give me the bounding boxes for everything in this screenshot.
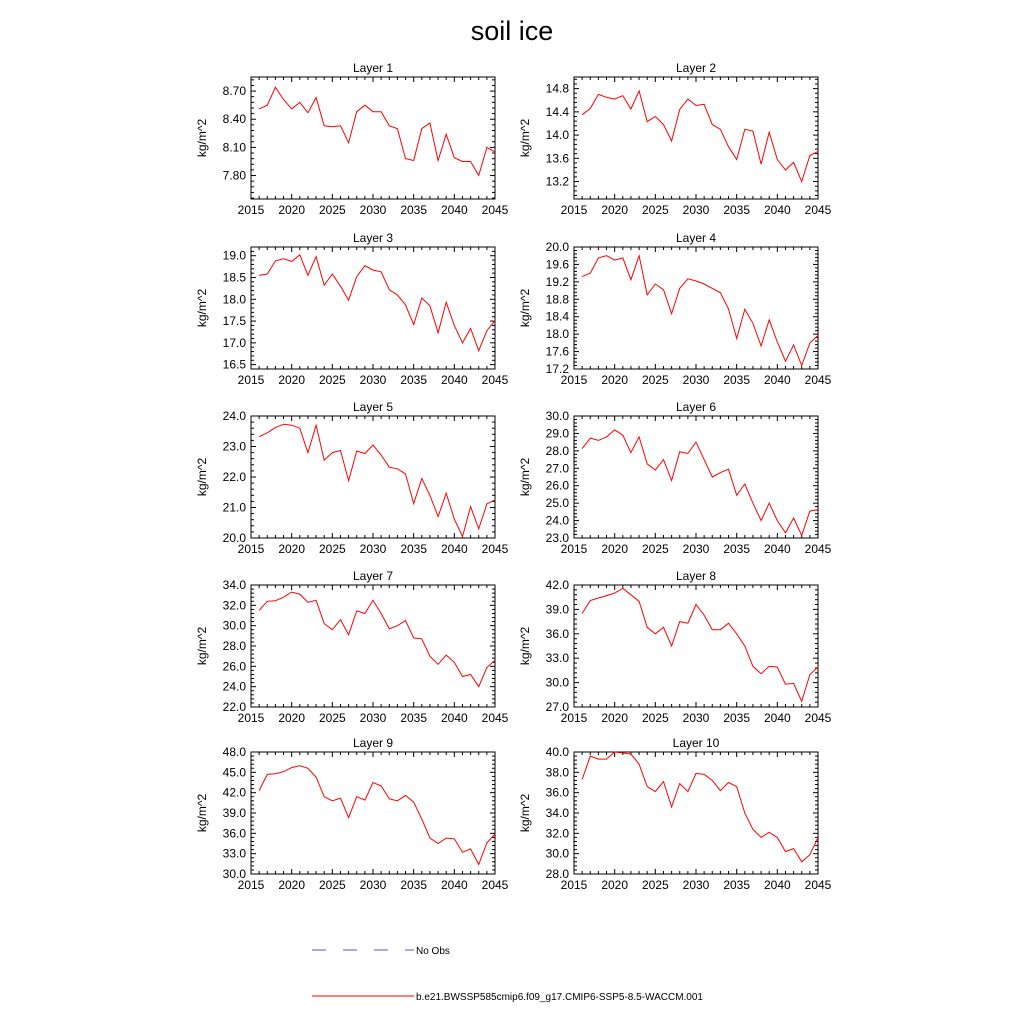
x-tick-label: 2040 [440, 878, 468, 892]
y-tick-label: 30.0 [545, 409, 569, 423]
x-tick-label: 2045 [481, 373, 509, 387]
x-tick-label: 2030 [359, 373, 387, 387]
legend-item-no-obs [312, 946, 450, 957]
x-tick-label: 2030 [359, 711, 387, 725]
y-axis-label: kg/m^2 [518, 626, 532, 666]
y-tick-label: 30.0 [545, 675, 569, 690]
x-tick-label: 2030 [682, 878, 710, 892]
x-tick-label: 2040 [763, 203, 791, 217]
y-tick-label: 26.0 [545, 478, 569, 493]
x-tick-label: 2015 [237, 373, 265, 387]
y-tick-label: 8.40 [222, 112, 246, 127]
x-tick-label: 2020 [278, 878, 306, 892]
panel-title: Layer 8 [675, 569, 717, 583]
panel-title: Layer 6 [675, 400, 717, 414]
y-tick-label: 38.0 [545, 765, 569, 780]
y-tick-label: 27.0 [545, 461, 569, 476]
y-tick-label: 18.0 [545, 327, 569, 342]
y-tick-label: 42.0 [545, 578, 569, 592]
y-tick-label: 17.5 [222, 314, 246, 329]
y-tick-label: 40.0 [545, 745, 569, 759]
x-tick-label: 2025 [641, 711, 669, 725]
y-tick-label: 13.2 [545, 174, 569, 189]
panel-title: Layer 7 [352, 569, 394, 583]
y-tick-label: 39.0 [222, 806, 246, 820]
y-tick-label: 36.0 [222, 826, 246, 841]
y-tick-label: 14.4 [545, 104, 569, 119]
x-tick-label: 2035 [723, 878, 751, 892]
x-tick-label: 2015 [560, 373, 588, 387]
x-tick-label: 2020 [278, 542, 306, 556]
x-tick-label: 2020 [601, 711, 629, 725]
x-tick-label: 2045 [804, 542, 832, 556]
y-tick-label: 48.0 [222, 745, 246, 759]
x-tick-label: 2045 [804, 203, 832, 217]
y-tick-label: 27.0 [545, 700, 569, 714]
y-tick-label: 7.80 [222, 168, 246, 183]
x-tick-label: 2035 [400, 711, 428, 725]
y-tick-label: 32.0 [545, 826, 569, 841]
y-tick-label: 42.0 [222, 785, 246, 800]
x-tick-label: 2025 [318, 203, 346, 217]
chart-title: soil ice [470, 16, 554, 46]
legend-label: No Obs [416, 946, 450, 957]
panel-title: Layer 10 [672, 736, 720, 750]
y-tick-label: 17.6 [545, 344, 569, 359]
panel-title: Layer 2 [675, 61, 717, 75]
y-axis-label: kg/m^2 [518, 793, 532, 833]
y-tick-label: 19.2 [545, 274, 569, 289]
y-tick-label: 18.5 [222, 270, 246, 285]
x-tick-label: 2015 [237, 542, 265, 556]
y-tick-label: 13.6 [545, 151, 569, 166]
x-tick-label: 2035 [723, 711, 751, 725]
x-tick-label: 2020 [601, 542, 629, 556]
x-tick-label: 2040 [440, 542, 468, 556]
x-tick-label: 2045 [481, 203, 509, 217]
x-tick-label: 2045 [481, 711, 509, 725]
x-tick-label: 2040 [440, 203, 468, 217]
x-tick-label: 2045 [804, 373, 832, 387]
y-tick-label: 30.0 [545, 846, 569, 861]
y-tick-label: 20.0 [545, 240, 569, 254]
y-tick-label: 23.0 [222, 439, 246, 454]
y-tick-label: 28.0 [545, 867, 569, 881]
x-tick-label: 2045 [481, 542, 509, 556]
y-tick-label: 18.4 [545, 309, 569, 324]
x-tick-label: 2035 [723, 542, 751, 556]
y-tick-label: 22.0 [222, 700, 246, 714]
x-tick-label: 2020 [601, 878, 629, 892]
x-tick-label: 2035 [400, 203, 428, 217]
y-tick-label: 14.8 [545, 81, 569, 96]
panel-title: Layer 9 [352, 736, 394, 750]
x-tick-label: 2045 [481, 878, 509, 892]
y-tick-label: 34.0 [545, 806, 569, 820]
y-tick-label: 36.0 [545, 785, 569, 800]
y-tick-label: 24.0 [222, 409, 246, 423]
x-tick-label: 2025 [641, 878, 669, 892]
x-tick-label: 2030 [359, 203, 387, 217]
y-tick-label: 28.0 [222, 639, 246, 653]
x-tick-label: 2040 [763, 878, 791, 892]
y-tick-label: 34.0 [222, 578, 246, 592]
x-tick-label: 2030 [359, 878, 387, 892]
y-tick-label: 18.8 [545, 292, 569, 307]
panel-title: Layer 3 [352, 231, 394, 245]
y-tick-label: 22.0 [222, 470, 246, 484]
x-tick-label: 2015 [237, 878, 265, 892]
x-tick-label: 2025 [318, 878, 346, 892]
y-tick-label: 32.0 [222, 598, 246, 613]
y-axis-label: kg/m^2 [518, 457, 532, 497]
x-tick-label: 2020 [601, 203, 629, 217]
x-tick-label: 2015 [560, 878, 588, 892]
y-tick-label: 19.0 [222, 248, 246, 263]
y-axis-label: kg/m^2 [195, 288, 209, 328]
x-tick-label: 2015 [560, 542, 588, 556]
panel-title: Layer 5 [352, 400, 394, 414]
y-axis-label: kg/m^2 [195, 793, 209, 833]
y-tick-label: 8.10 [222, 140, 246, 155]
y-axis-label: kg/m^2 [195, 626, 209, 666]
y-tick-label: 19.6 [545, 257, 569, 272]
y-tick-label: 28.0 [545, 443, 569, 458]
x-tick-label: 2045 [804, 878, 832, 892]
y-tick-label: 33.0 [545, 651, 569, 666]
x-tick-label: 2040 [763, 373, 791, 387]
y-tick-label: 29.0 [545, 426, 569, 441]
x-tick-label: 2035 [400, 878, 428, 892]
x-tick-label: 2015 [237, 203, 265, 217]
y-axis-label: kg/m^2 [518, 288, 532, 328]
x-tick-label: 2025 [318, 373, 346, 387]
x-tick-label: 2040 [763, 711, 791, 725]
y-tick-label: 33.0 [222, 846, 246, 861]
x-tick-label: 2020 [601, 373, 629, 387]
y-tick-label: 20.0 [222, 531, 246, 545]
y-tick-label: 39.0 [545, 602, 569, 617]
y-tick-label: 21.0 [222, 500, 246, 515]
x-tick-label: 2030 [682, 373, 710, 387]
x-tick-label: 2040 [440, 711, 468, 725]
x-tick-label: 2015 [237, 711, 265, 725]
x-tick-label: 2045 [804, 711, 832, 725]
y-tick-label: 25.0 [545, 496, 569, 511]
x-tick-label: 2040 [440, 373, 468, 387]
y-tick-label: 30.0 [222, 618, 246, 633]
panel-title: Layer 1 [352, 61, 394, 75]
x-tick-label: 2030 [682, 711, 710, 725]
x-tick-label: 2035 [400, 373, 428, 387]
x-tick-label: 2025 [641, 542, 669, 556]
y-tick-label: 18.0 [222, 292, 246, 307]
y-tick-label: 24.0 [545, 513, 569, 528]
x-tick-label: 2035 [723, 203, 751, 217]
x-tick-label: 2025 [318, 542, 346, 556]
x-tick-label: 2035 [723, 373, 751, 387]
y-tick-label: 23.0 [545, 531, 569, 545]
x-tick-label: 2020 [278, 373, 306, 387]
x-tick-label: 2025 [318, 711, 346, 725]
x-tick-label: 2030 [682, 203, 710, 217]
panel-title: Layer 4 [675, 231, 717, 245]
y-axis-label: kg/m^2 [518, 118, 532, 158]
x-tick-label: 2015 [560, 203, 588, 217]
x-tick-label: 2015 [560, 711, 588, 725]
x-tick-label: 2020 [278, 711, 306, 725]
y-tick-label: 17.0 [222, 335, 246, 350]
y-tick-label: 36.0 [545, 626, 569, 641]
x-tick-label: 2040 [763, 542, 791, 556]
x-tick-label: 2030 [682, 542, 710, 556]
y-tick-label: 30.0 [222, 867, 246, 881]
y-tick-label: 26.0 [222, 659, 246, 674]
y-axis-label: kg/m^2 [195, 457, 209, 497]
y-tick-label: 24.0 [222, 679, 246, 694]
x-tick-label: 2025 [641, 203, 669, 217]
y-tick-label: 17.2 [545, 362, 569, 376]
y-tick-label: 8.70 [222, 84, 246, 99]
x-tick-label: 2025 [641, 373, 669, 387]
y-tick-label: 14.0 [545, 128, 569, 143]
y-tick-label: 45.0 [222, 765, 246, 780]
x-tick-label: 2035 [400, 542, 428, 556]
legend-item-case [312, 992, 703, 1003]
y-tick-label: 16.5 [222, 357, 246, 372]
legend-label: b.e21.BWSSP585cmip6.f09_g17.CMIP6-SSP5-8.5-WACCM.001 [416, 992, 703, 1003]
x-tick-label: 2020 [278, 203, 306, 217]
x-tick-label: 2030 [359, 542, 387, 556]
y-axis-label: kg/m^2 [195, 118, 209, 158]
